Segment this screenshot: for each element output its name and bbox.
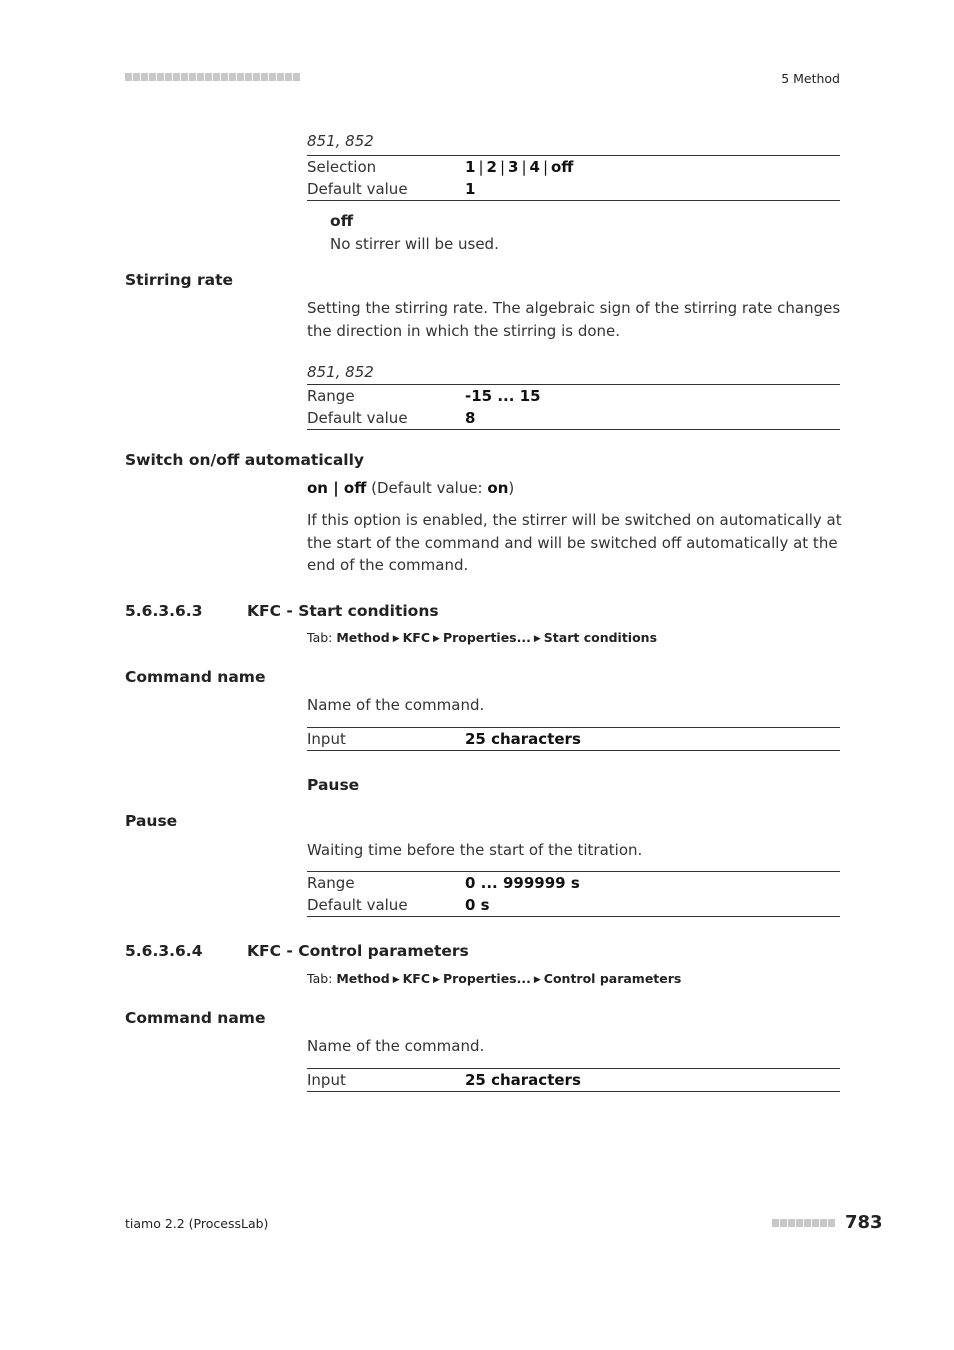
table-row <box>307 894 840 916</box>
section-number: 5.6.3.6.3 <box>125 602 203 620</box>
row-label: Input <box>307 1071 346 1089</box>
section-title: KFC - Control parameters <box>247 942 469 960</box>
table-row <box>307 385 840 407</box>
row-value: 1 | 2 | 3 | 4 | off <box>465 158 574 176</box>
stirring-rate-table <box>307 384 840 430</box>
table-row <box>307 728 840 750</box>
row-value: 0 s <box>465 896 490 914</box>
option-name: off <box>330 212 354 230</box>
table-row <box>307 872 840 894</box>
row-label: Default value <box>307 409 408 427</box>
header-decoration <box>125 73 307 82</box>
table-row <box>307 178 840 200</box>
parameter-heading: Pause <box>125 812 178 830</box>
footer-product: tiamo 2.2 (ProcessLab) <box>125 1216 269 1231</box>
chapter-title: 5 Method <box>781 71 840 86</box>
row-value: 0 ... 999999 s <box>465 874 580 892</box>
command-name-table <box>307 727 840 751</box>
row-label: Input <box>307 730 346 748</box>
pause-table <box>307 871 840 917</box>
tab-path: Tab: Method ▶ KFC ▶ Properties... ▶ Start conditions <box>307 630 658 645</box>
parameter-description: Setting the stirring rate. The algebraic sign of the stirring rate changes the direction in which the stirring is done. <box>307 299 841 340</box>
table-caption: 851, 852 <box>307 132 374 150</box>
row-value: 1 <box>465 180 476 198</box>
row-label: Default value <box>307 180 408 198</box>
section-title: KFC - Start conditions <box>247 602 439 620</box>
parameter-heading: Command name <box>125 1009 266 1027</box>
command-name-table <box>307 1068 840 1092</box>
row-value: -15 ... 15 <box>465 387 541 405</box>
parameter-heading: Stirring rate <box>125 271 234 289</box>
tab-path: Tab: Method ▶ KFC ▶ Properties... ▶ Control parameters <box>307 971 682 986</box>
page-number: 783 <box>845 1212 883 1233</box>
parameter-values: on | off (Default value: on) <box>307 479 515 497</box>
row-label: Default value <box>307 896 408 914</box>
parameter-description: If this option is enabled, the stirrer will be switched on automatically at the start of the command and will be switched off automatically at the end of the command. <box>307 511 842 575</box>
table-caption: 851, 852 <box>307 363 374 381</box>
subheading: Pause <box>307 776 360 794</box>
parameter-heading: Command name <box>125 668 266 686</box>
row-label: Range <box>307 874 355 892</box>
row-value: 8 <box>465 409 476 427</box>
table-row <box>307 156 840 178</box>
row-value: 25 characters <box>465 730 581 748</box>
parameter-heading: Switch on/off automatically <box>125 451 365 469</box>
row-label: Range <box>307 387 355 405</box>
row-label: Selection <box>307 158 377 176</box>
footer-decoration <box>772 1219 840 1228</box>
parameter-description: Name of the command. <box>307 696 485 714</box>
parameter-description: Waiting time before the start of the titration. <box>307 841 643 859</box>
table-row <box>307 407 840 429</box>
option-description: No stirrer will be used. <box>330 235 499 253</box>
stirrer-selection-table <box>307 155 840 201</box>
table-row <box>307 1069 840 1091</box>
row-value: 25 characters <box>465 1071 581 1089</box>
parameter-description: Name of the command. <box>307 1037 485 1055</box>
section-number: 5.6.3.6.4 <box>125 942 203 960</box>
